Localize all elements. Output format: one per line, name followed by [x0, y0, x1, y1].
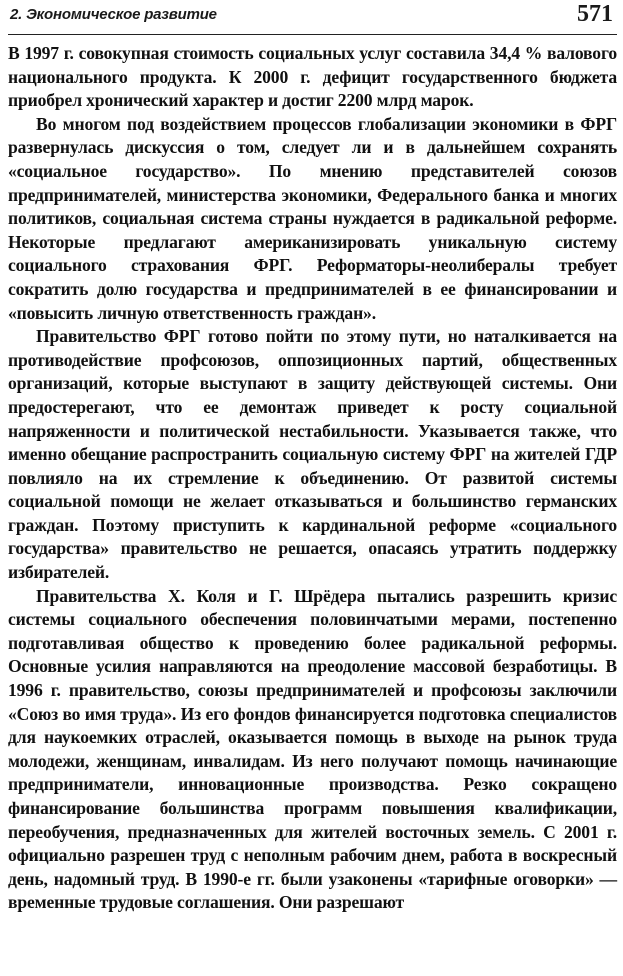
book-page — [8, 0, 617, 976]
body-text — [8, 42, 617, 915]
paragraph-1: В 1997 г. совокупная стоимость социальных услуг составила 34,4 % валового национального продукта. К 2000 г. дефицит государственного бюджета приобрел хронический характер и достиг 2200 млрд марок. — [8, 43, 617, 111]
paragraph-3: Правительство ФРГ готово пойти по этому пути, но наталкивается на противодействие профсоюзов, оппозиционных партий, общественных организаций, которые выступают в защиту действующей системы. Они предостерегают, что ее демонтаж приведет к росту социальной напряженности и политической нестабильности. Указывается также, что именно обещание распространить социальную систему ФРГ на жителей ГДР повлияло на их стремление к объединению. От развитой системы социальной помощи не желает отказываться и большинство германских граждан. Поэтому приступить к кардинальной реформе «социального государства» правительство не решается, опасаясь утратить поддержку избирателей. — [8, 326, 617, 583]
paragraph-2: Во многом под воздействием процессов глобализации экономики в ФРГ развернулась дискуссия о том, следует ли и в дальнейшем сохранять «социальное государство». По мнению представителей союзов предпринимателей, министерства экономики, Федерального банка и многих политиков, социальная система страны нуждается в радикальной реформе. Некоторые предлагают американизировать уникальную систему социального страхования ФРГ. Реформаторы-неолибералы требует сократить долю государства и предпринимателей в ее финансировании и «повысить личную ответственность граждан». — [8, 113, 617, 323]
section-title: 2. Экономическое развитие — [10, 6, 217, 23]
paragraph-4: Правительства Х. Коля и Г. Шрёдера пытались разрешить кризис системы социального обеспечения половинчатыми мерами, постепенно подготавливая общество к проведению более радикальной реформы. Основные усилия направляются на преодоление массовой безработицы. В 1996 г. правительство, союзы предпринимателей и профсоюзы заключили «Союз во имя труда». Из его фондов финансируется подготовка специалистов для наукоемких отраслей, оказывается помощь в выходе на рынок труда молодежи, женщинам, инвалидам. Из него получают помощь начинающие предприниматели, инновационные производства. Резко сокращено финансирование большинства программ повышения квалификации, переобучения, предназначенных для жителей восточных земель. С 2001 г. официально разрешен труд с неполным рабочим днем, работа в воскресный день, надомный труд. В 1990-е гг. были узаконены «тарифные оговорки» — временные трудовые соглашения. Они разрешают — [8, 585, 617, 913]
page-number: 571 — [577, 1, 613, 27]
running-header — [8, 0, 617, 35]
